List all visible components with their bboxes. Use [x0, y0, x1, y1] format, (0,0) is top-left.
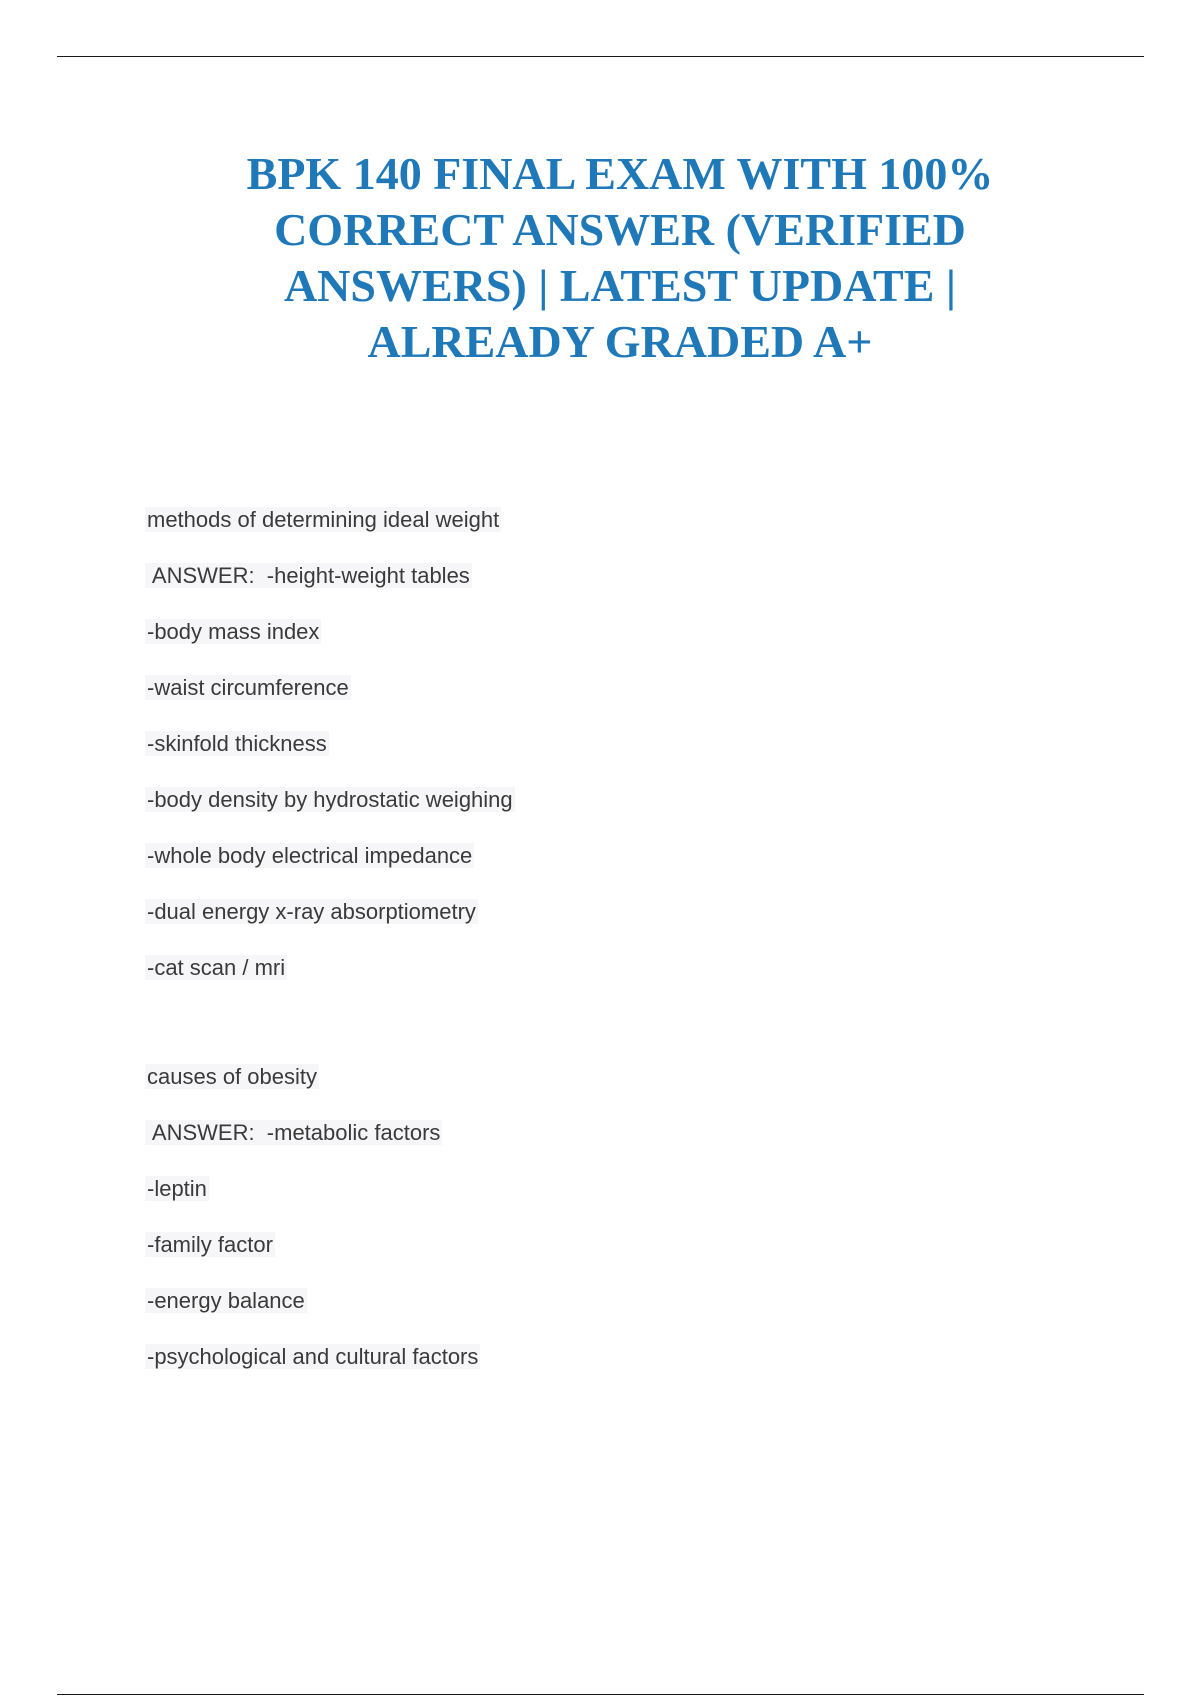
top-rule [57, 56, 1144, 57]
document-title: BPK 140 FINAL EXAM WITH 100% CORRECT ANSWER (VERIFIED ANSWERS) | LATEST UPDATE | ALREADY GRADED A+ [246, 148, 994, 367]
bottom-rule [57, 1694, 1144, 1695]
answer-item: -energy balance [147, 1288, 305, 1313]
answer-item: -cat scan / mri [147, 955, 286, 980]
answer-item: -dual energy x-ray absorptiometry [147, 899, 476, 924]
answer-item: -family factor [147, 1232, 273, 1257]
answer-item: -psychological and cultural factors [147, 1344, 479, 1369]
question-text: methods of determining ideal weight [147, 507, 500, 532]
answer-item: -skinfold thickness [147, 731, 327, 756]
answer-item: -body mass index [147, 619, 320, 644]
answer-item: -waist circumference [147, 675, 349, 700]
question-block-1 [145, 505, 945, 1009]
question-text: causes of obesity [147, 1064, 317, 1089]
answer-label-line: ANSWER: -metabolic factors [147, 1120, 441, 1145]
answer-item: -leptin [147, 1176, 207, 1201]
answer-item: -whole body electrical impedance [147, 843, 473, 868]
question-block-2 [145, 1062, 945, 1398]
answer-label-line: ANSWER: -height-weight tables [147, 563, 470, 588]
answer-item: -body density by hydrostatic weighing [147, 787, 513, 812]
